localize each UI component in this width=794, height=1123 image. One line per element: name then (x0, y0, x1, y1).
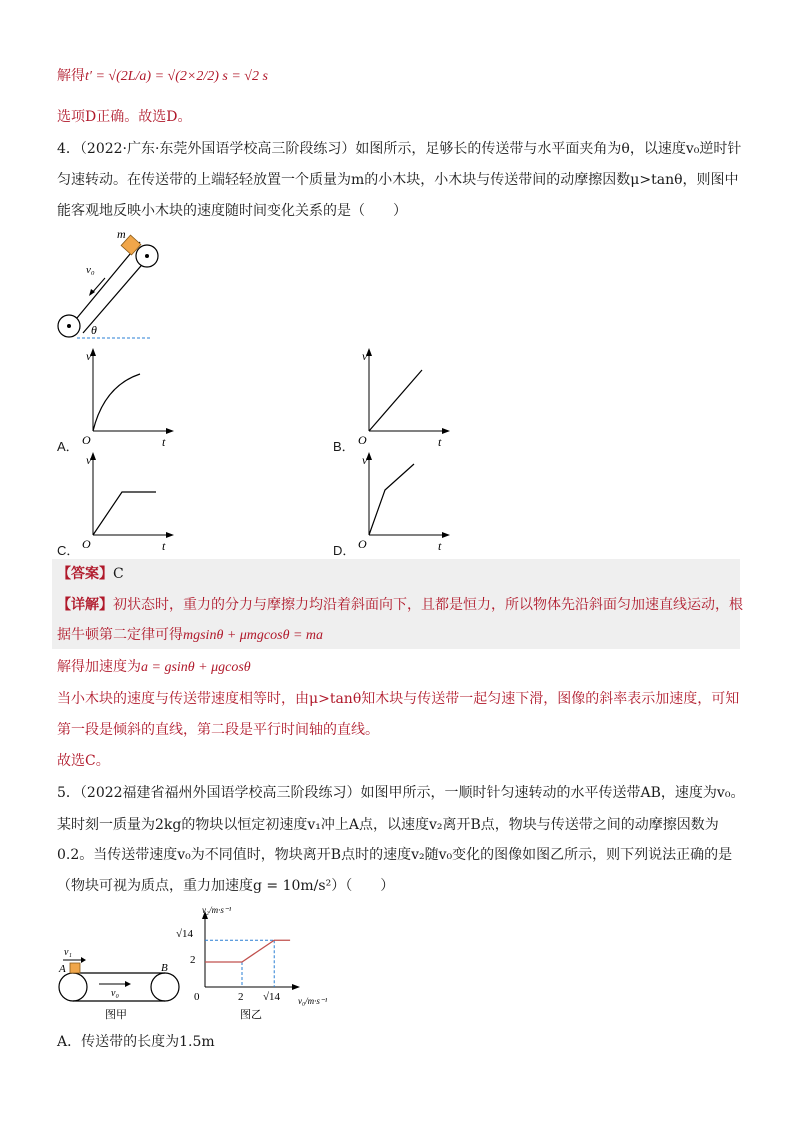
q4-a-o: O (82, 433, 91, 447)
q5-xtick-2: 2 (238, 991, 244, 1003)
q4-fig-angle-label: θ (91, 323, 97, 337)
q4-d-t: t (438, 539, 442, 552)
q5-stem-line4: （物块可视为质点，重力加速度g = 10m/s²）（ ） (57, 878, 395, 894)
q5-point-b: B (161, 962, 168, 974)
detail-text-1: 初状态时，重力的分力与摩擦力均沿着斜面向下，且都是恒力，所以物体先沿斜面匀加速直线运动，根 (113, 597, 743, 613)
q4-answer (57, 564, 124, 584)
q4-c-o: O (82, 537, 91, 551)
q5-caption-b: 图乙 (240, 1009, 262, 1021)
q4-when-line2: 第一段是倾斜的直线，第二段是平行时间轴的直线。 (57, 722, 379, 738)
accel-equation: a = gsinθ + μgcosθ (141, 660, 251, 675)
q5-caption-a: 图甲 (105, 1009, 127, 1021)
q4-option-a-graph (76, 346, 176, 448)
q4-c-t: t (162, 539, 166, 552)
q5-v0-label: v₀ (111, 988, 119, 999)
prev-formula: t′ = √(2L/a) = √(2×2/2) s = √2 s (85, 69, 268, 84)
q4-b-t: t (438, 435, 442, 448)
q4-stem-line2: 匀速转动。在传送带的上端轻轻放置一个质量为m的小木块，小木块与传送带间的动摩擦因数μ>tanθ，则图中 (57, 172, 739, 188)
q4-detail-line2 (57, 625, 323, 646)
q4-option-d-graph (352, 450, 452, 552)
q5-ytick-2: 2 (190, 954, 196, 966)
q5-xlabel: v₀/m·s⁻¹ (298, 996, 328, 1006)
q5-stem-line1: 5．（2022福建省福州外国语学校高三阶段练习）如图甲所示，一顺时针匀速转动的水平传送带AB，速度为v₀。 (57, 785, 745, 801)
q4-option-a-label: A． (57, 439, 79, 454)
q4-incline-figure (55, 228, 165, 344)
q4-b-o: O (358, 433, 367, 447)
q4-stem-line3: 能客观地反映小木块的速度随时间变化关系的是（ ） (57, 203, 407, 219)
detail-text-2: 据牛顿第二定律可得 (57, 627, 183, 643)
detail-tag: 【详解】 (57, 597, 113, 613)
q5-stem-line2: 某时刻一质量为2kg的物块以恒定初速度v₁冲上A点，以速度v₂离开B点，物块与传送带之间的动摩擦因数为 (57, 817, 719, 833)
q4-stem-line1: 4．（2022·广东·东莞外国语学校高三阶段练习）如图所示，足够长的传送带与水平面夹角为θ，以速度v₀逆时针 (57, 141, 742, 157)
q5-v1-label: v₁ (64, 947, 72, 958)
q4-d-o: O (358, 537, 367, 551)
q4-option-d-label: D． (333, 543, 356, 558)
q4-choose: 故选C。 (57, 753, 110, 769)
q4-option-b-label: B． (333, 439, 355, 454)
q4-fig-speed-label: v₀ (86, 264, 95, 276)
q5-v2-line (205, 940, 290, 962)
q5-figure-b (172, 905, 342, 1023)
q5-stem-line3: 0.2。当传送带速度v₀为不同值时，物块离开B点时的速度v₂随v₀变化的图像如图乙所示，则下列说法正确的是 (57, 847, 733, 863)
q5-ylabel: v₂/m·s⁻¹ (202, 905, 232, 915)
q5-option-a: A．传送带的长度为1.5m (57, 1034, 215, 1050)
accel-prefix: 解得加速度为 (57, 659, 141, 675)
q4-a-v: v (86, 349, 92, 363)
prev-solution (57, 66, 268, 87)
q4-option-c-label: C． (57, 543, 80, 558)
q5-point-a: A (59, 963, 66, 975)
prev-conclusion: 选项D正确。故选D。 (57, 109, 192, 125)
q4-d-v: v (362, 453, 368, 467)
prev-solve-prefix: 解得 (57, 68, 85, 84)
q5-figure-a (55, 938, 185, 1022)
q4-a-t: t (162, 435, 166, 448)
q4-when-line1: 当小木块的速度与传送带速度相等时，由μ>tanθ知木块与传送带一起匀速下滑，图像的斜率表示加速度，可知 (57, 691, 740, 707)
q4-fig-mass-label: m (117, 228, 126, 241)
q4-accel-line (57, 657, 251, 678)
q4-option-b-graph (352, 346, 452, 448)
q4-c-v: v (86, 453, 92, 467)
q5-xtick-sqrt14: √14 (263, 991, 281, 1003)
q4-detail-line1 (57, 595, 743, 615)
q4-b-v: v (362, 349, 368, 363)
q5-ytick-sqrt14: √14 (176, 928, 194, 940)
newton-equation: mgsinθ + μmgcosθ = ma (183, 628, 324, 643)
answer-tag: 【答案】 (57, 566, 113, 582)
q4-option-c-graph (76, 450, 176, 552)
answer-value: C (113, 566, 124, 582)
q5-origin: 0 (194, 991, 200, 1003)
